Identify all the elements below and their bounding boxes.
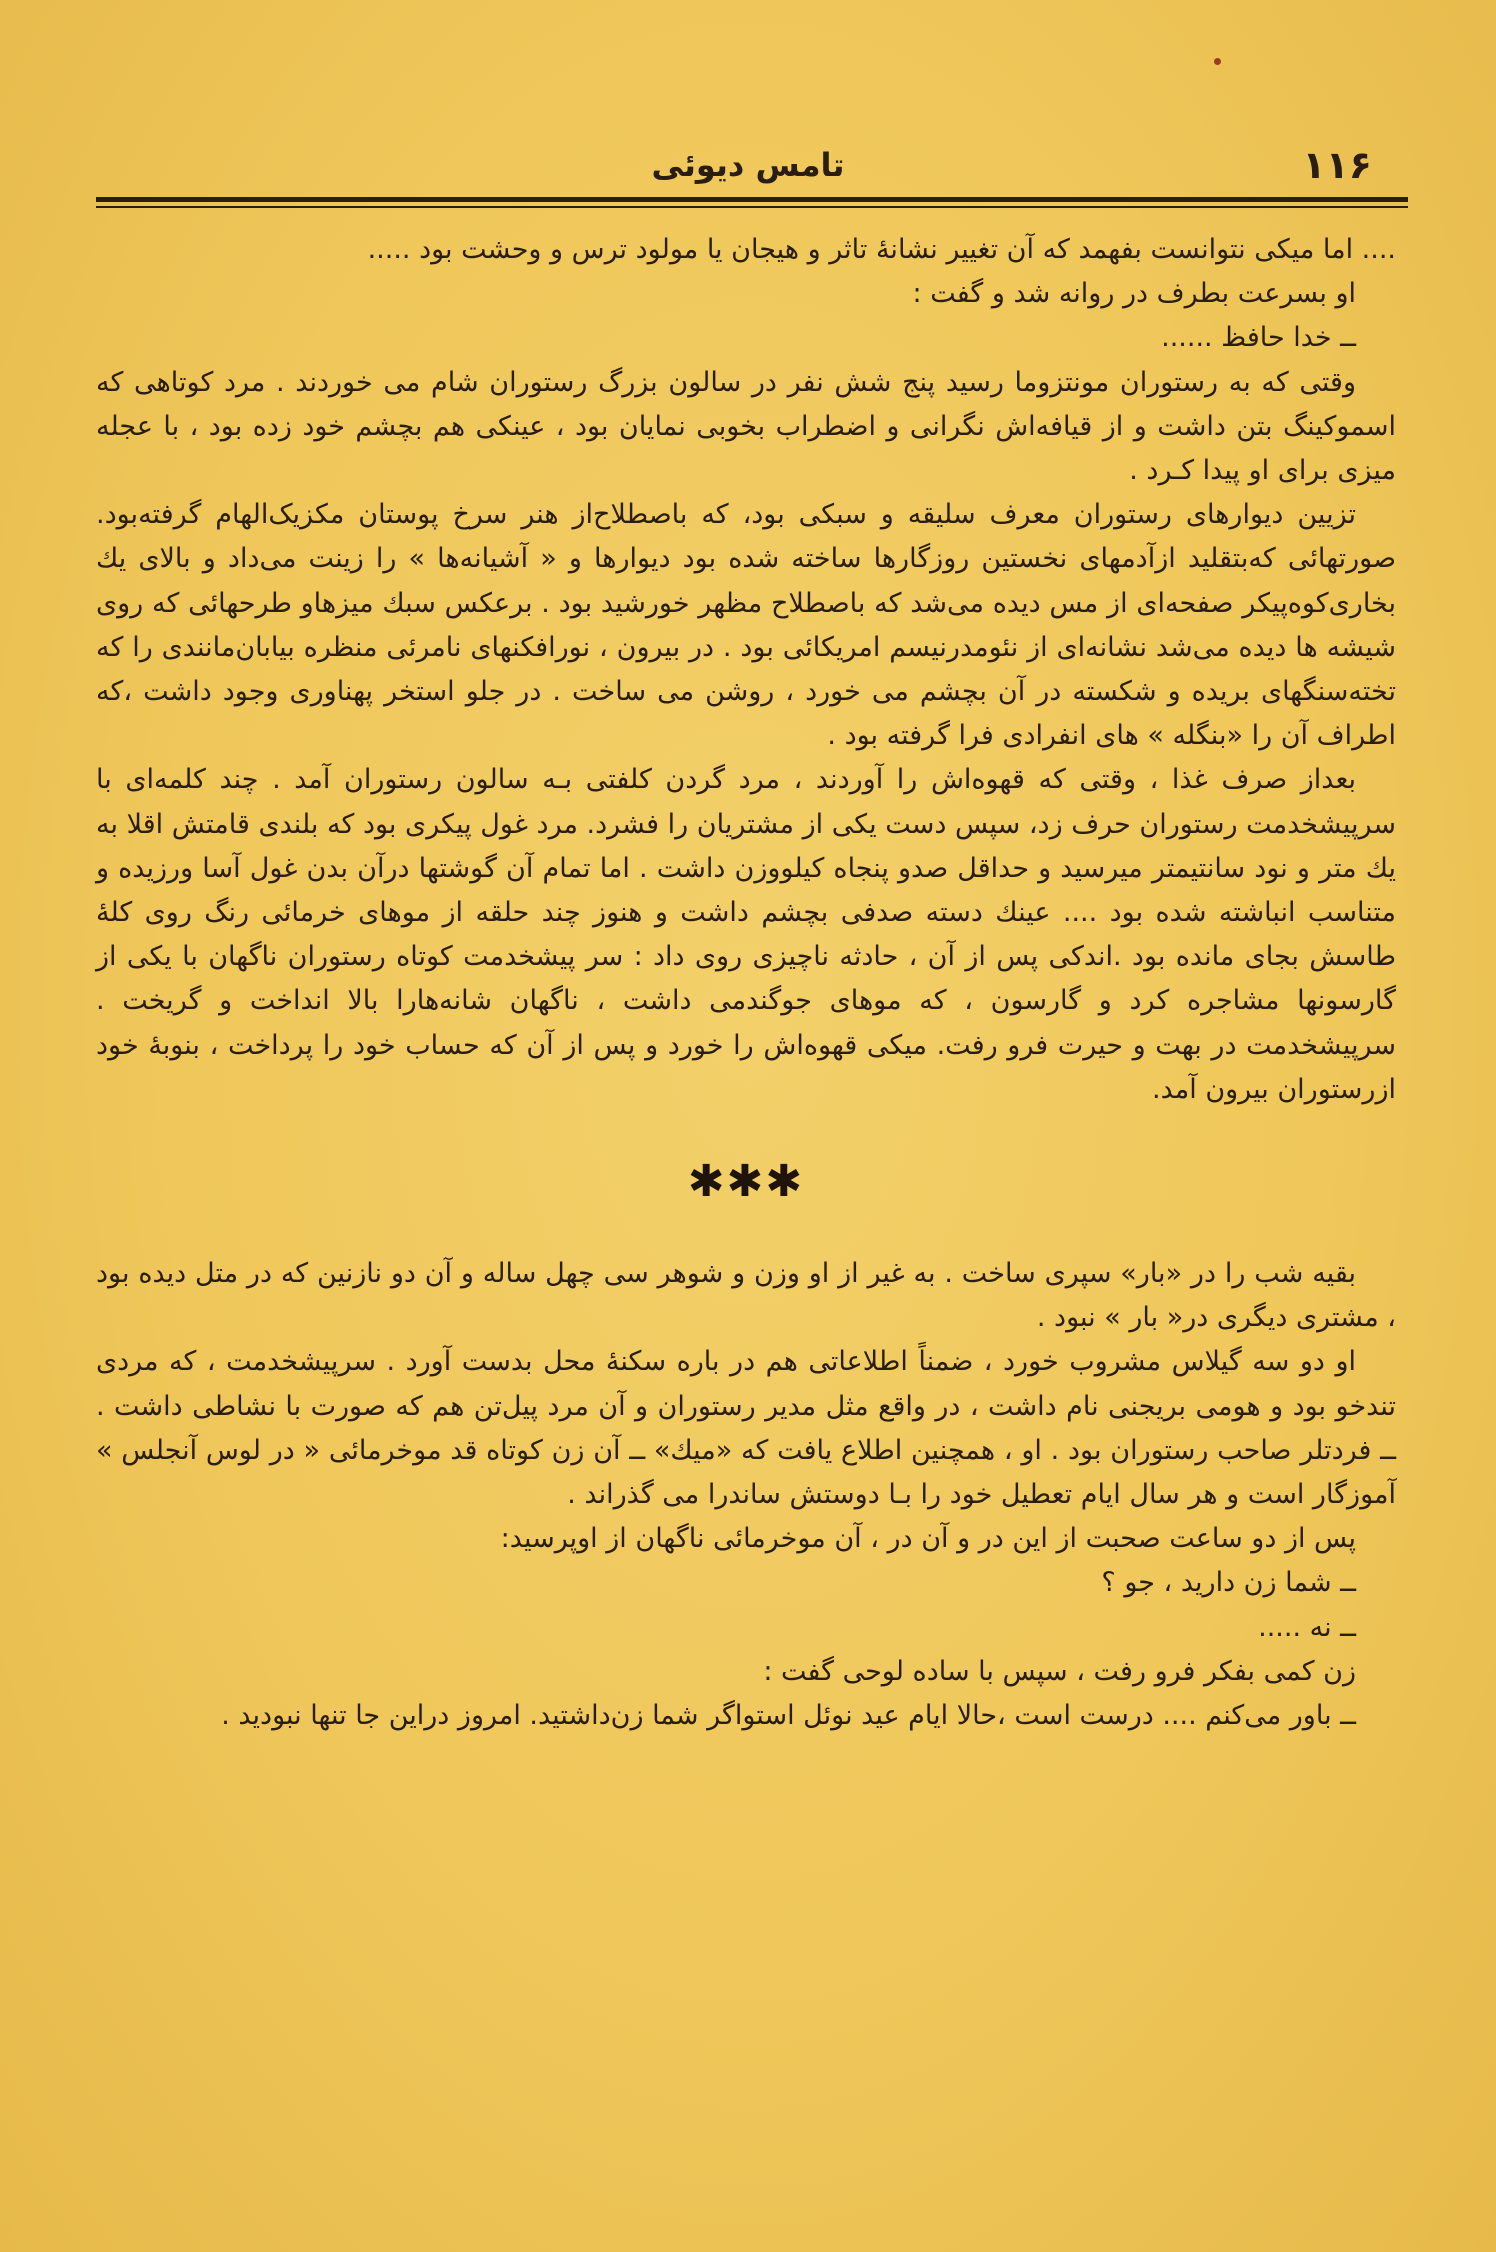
dialogue-line: ــ نه ..... [1258, 1611, 1356, 1643]
page-body [96, 228, 1396, 1738]
ink-spot [1214, 58, 1221, 65]
header-rule-thin [96, 206, 1408, 208]
paragraph: .... اما میکی نتوانست بفهمد که آن تغییر نشانهٔ تاثر و هیجان یا مولود ترس و وحشت بود ..... [367, 234, 1396, 265]
page-number: ۱۱۶ [1302, 143, 1372, 187]
running-title: تامس دیوئی [651, 146, 845, 184]
dialogue-line: ــ شما زن دارید ، جو ؟ [1101, 1567, 1356, 1599]
paragraph: پس از دو ساعت صحبت از این در و آن در ، آن موخرمائی ناگهان از اوپرسید: [500, 1523, 1356, 1555]
dialogue-line: ــ خدا حافظ ...... [1161, 322, 1356, 354]
paragraph: زن کمی بفکر فرو رفت ، سپس با ساده لوحی گفت : [763, 1655, 1356, 1687]
paragraph: بعداز صرف غذا ، وقتی که قهوه‌اش را آوردند ، مرد گردن کلفتی بـه سالون رستوران آمد . چند کلمه‌ای با سرپیشخدمت رستوران حرف زد، سپس دست یکی از مشتریان را فشرد. مرد غول پیکری بود که بلندی قامتش اقلا به یك متر و نود سانتیمتر میرسید و حداقل صدو پنجاه کیلووزن داشت . اما تمام آن گوشتها درآن بدن غول آسا ورزیده و متناسب انباشته شده بود .... عینك دسته صدفی بچشم داشت و هنوز چند حلقه از موهای خرمائی رنگ روی کلهٔ طاسش بجای مانده بود .اندکی پس از آن ، حادثه ناچیزی روی داد : سر پیشخدمت کوتاه رستوران ناگهان با یکی از گارسونها مشاجره کرد و گارسون ، که موهای جوگندمی داشت ، ناگهان شانه‌هارا بالا انداخت و گریخت . سرپیشخدمت در بهت و حیرت فرو رفت. میکی قهوه‌اش را خورد و پس از آن که حساب خود را پرداخت ، بنوبهٔ خود ازرستوران بیرون آمد. [96, 764, 1396, 1105]
page-header [100, 140, 1396, 190]
dialogue-line: ــ باور می‌کنم .... درست است ،حالا ایام عید نوئل استواگر شما زن‌داشتید. امروز دراین جا تنها نبودید . [221, 1700, 1356, 1732]
paragraph: او بسرعت بطرف در روانه شد و گفت : [912, 278, 1356, 310]
paragraph: بقیه شب را در «بار» سپری ساخت . به غیر از او وزن و شوهر سی چهل ساله و آن دو نازنین که در متل دیده بود ، مشتری دیگری در« بار » نبود . [96, 1258, 1396, 1334]
section-separator: ✱✱✱ [687, 1156, 805, 1208]
paragraph: وقتی که به رستوران مونتزوما رسید پنج شش نفر در سالون بزرگ رستوران شام می خوردند . مرد کوتاهی که اسموکینگ بتن داشت و از قیافه‌اش نگرانی و اضطراب بخوبی نمایان بود ، عینکی هم بچشم خود زده بود ، با عجله میزی برای او پیدا کـرد . [96, 366, 1396, 487]
paragraph: تزیین دیوارهای رستوران معرف سلیقه و سبکی بود، که باصطلاح‌از هنر سرخ پوستان مکزیک‌الهام گرفته‌بود. صورتهائی که‌بتقلید ازآدمهای نخستین روزگارها ساخته شده بود دیوارها و « آشیانه‌ها » را زینت می‌داد و بالای یك بخاری‌کوه‌پیکر صفحه‌ای از مس دیده می‌شد که باصطلاح مظهر خورشید بود . برعکس سبك میزهاو طرحهائی که روی شیشه ها دیده می‌شد نشانه‌ای از نئومدرنیسم امریکائی بود . در بیرون ، نورافکنهای نامرئی منظره بیابان‌مانندی را که تخته‌سنگهای بریده و شکسته در آن بچشم می خورد ، روشن می ساخت . در جلو استخر پهناوری وجود داشت ،که اطراف آن را «بنگله » های انفرادی فرا گرفته بود . [96, 499, 1396, 752]
header-rule-thick [96, 197, 1408, 202]
paragraph: او دو سه گیلاس مشروب خورد ، ضمناً اطلاعاتی هم در باره سکنهٔ محل بدست آورد . سرپیشخدمت ، که مردی تندخو بود و هومی بریجنی نام داشت ، در واقع مثل مدیر رستوران و آن مرد پیل‌تن هم که صورت با نشاطی داشت . ــ فردتلر صاحب رستوران بود . او ، همچنین اطلاع یافت که «میك» ــ آن زن کوتاه قد موخرمائی « در لوس آنجلس » آموزگار است و هر سال ایام تعطیل خود را بـا دوستش ساندرا می گذراند . [96, 1346, 1396, 1511]
